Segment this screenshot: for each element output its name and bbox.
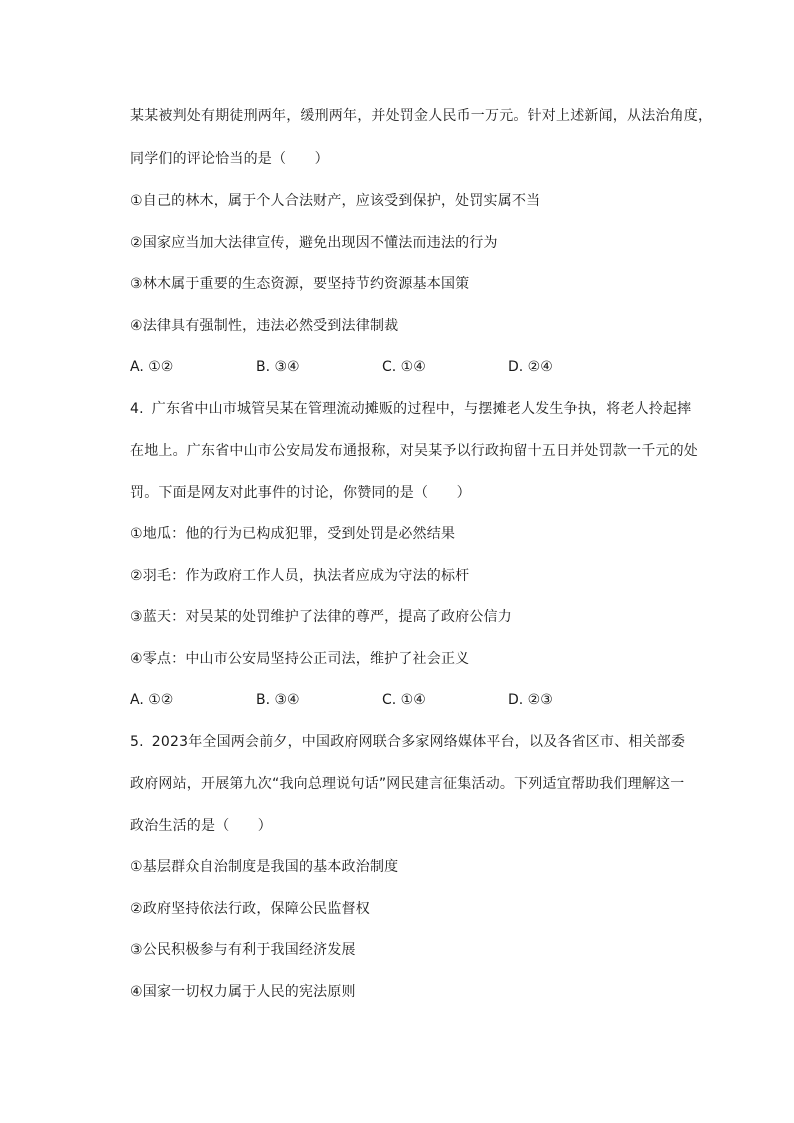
q4-option-b: B. ③④ [256,692,300,708]
q3-stem-line-1: 某某被判处有期徒刑两年，缓刑两年，并处罚金人民币一万元。针对上述新闻，从法治角度， [130,108,713,124]
q4-option-a: A. ①② [130,692,174,708]
q5-item-2: ②政府坚持依法行政，保障公民监督权 [130,901,370,917]
q5-stem-text-1: 2023年全国两会前夕，中国政府网联合多家网络媒体平台，以及各省区市、相关部委 [151,734,686,750]
q3-item-3: ③林木属于重要的生态资源，要坚持节约资源基本国策 [130,276,470,292]
q3-item-1: ①自己的林木，属于个人合法财产，应该受到保护，处罚实属不当 [130,193,541,209]
q3-item-2: ②国家应当加大法律宣传，避免出现因不懂法而违法的行为 [130,235,498,251]
q5-number: 5. [130,734,144,750]
q4-stem-line-2: 在地上。广东省中山市公安局发布通报称，对吴某予以行政拘留十五日并处罚款一千元的处 [130,443,698,459]
q4-item-1: ①地瓜：他的行为已构成犯罪，受到处罚是必然结果 [130,526,456,542]
q5-item-4: ④国家一切权力属于人民的宪法原则 [130,984,356,1000]
q5-item-3: ③公民积极参与有利于我国经济发展 [130,942,356,958]
q3-item-4: ④法律具有强制性，违法必然受到法律制裁 [130,318,399,334]
q5-stem-line-1 [130,732,685,752]
q3-stem-line-2: 同学们的评论恰当的是（ ） [130,151,329,167]
q5-stem-line-2: 政府网站，开展第九次“我向总理说句话”网民建言征集活动。下列适宜帮助我们理解这一 [130,776,685,792]
q4-item-4: ④零点：中山市公安局坚持公正司法，维护了社会正义 [130,651,470,667]
q4-item-3: ③蓝天：对吴某的处罚维护了法律的尊严，提高了政府公信力 [130,609,512,625]
q5-stem-line-3: 政治生活的是（ ） [130,818,272,834]
q4-stem-line-1 [130,399,691,419]
q3-option-d: D. ②④ [508,359,553,375]
q4-option-d: D. ②③ [508,692,553,708]
q4-item-2: ②羽毛：作为政府工作人员，执法者应成为守法的标杆 [130,568,470,584]
q5-item-1: ①基层群众自治制度是我国的基本政治制度 [130,859,399,875]
q4-stem-text-1: 广东省中山市城管吴某在管理流动摊贩的过程中，与摆摊老人发生争执，将老人拎起摔 [151,401,692,417]
q3-option-c: C. ①④ [382,359,426,375]
q4-stem-line-3: 罚。下面是网友对此事件的讨论，你赞同的是（ ） [130,485,471,501]
q3-option-b: B. ③④ [256,359,300,375]
q4-number: 4. [130,401,144,417]
q4-option-c: C. ①④ [382,692,426,708]
q3-option-a: A. ①② [130,359,174,375]
